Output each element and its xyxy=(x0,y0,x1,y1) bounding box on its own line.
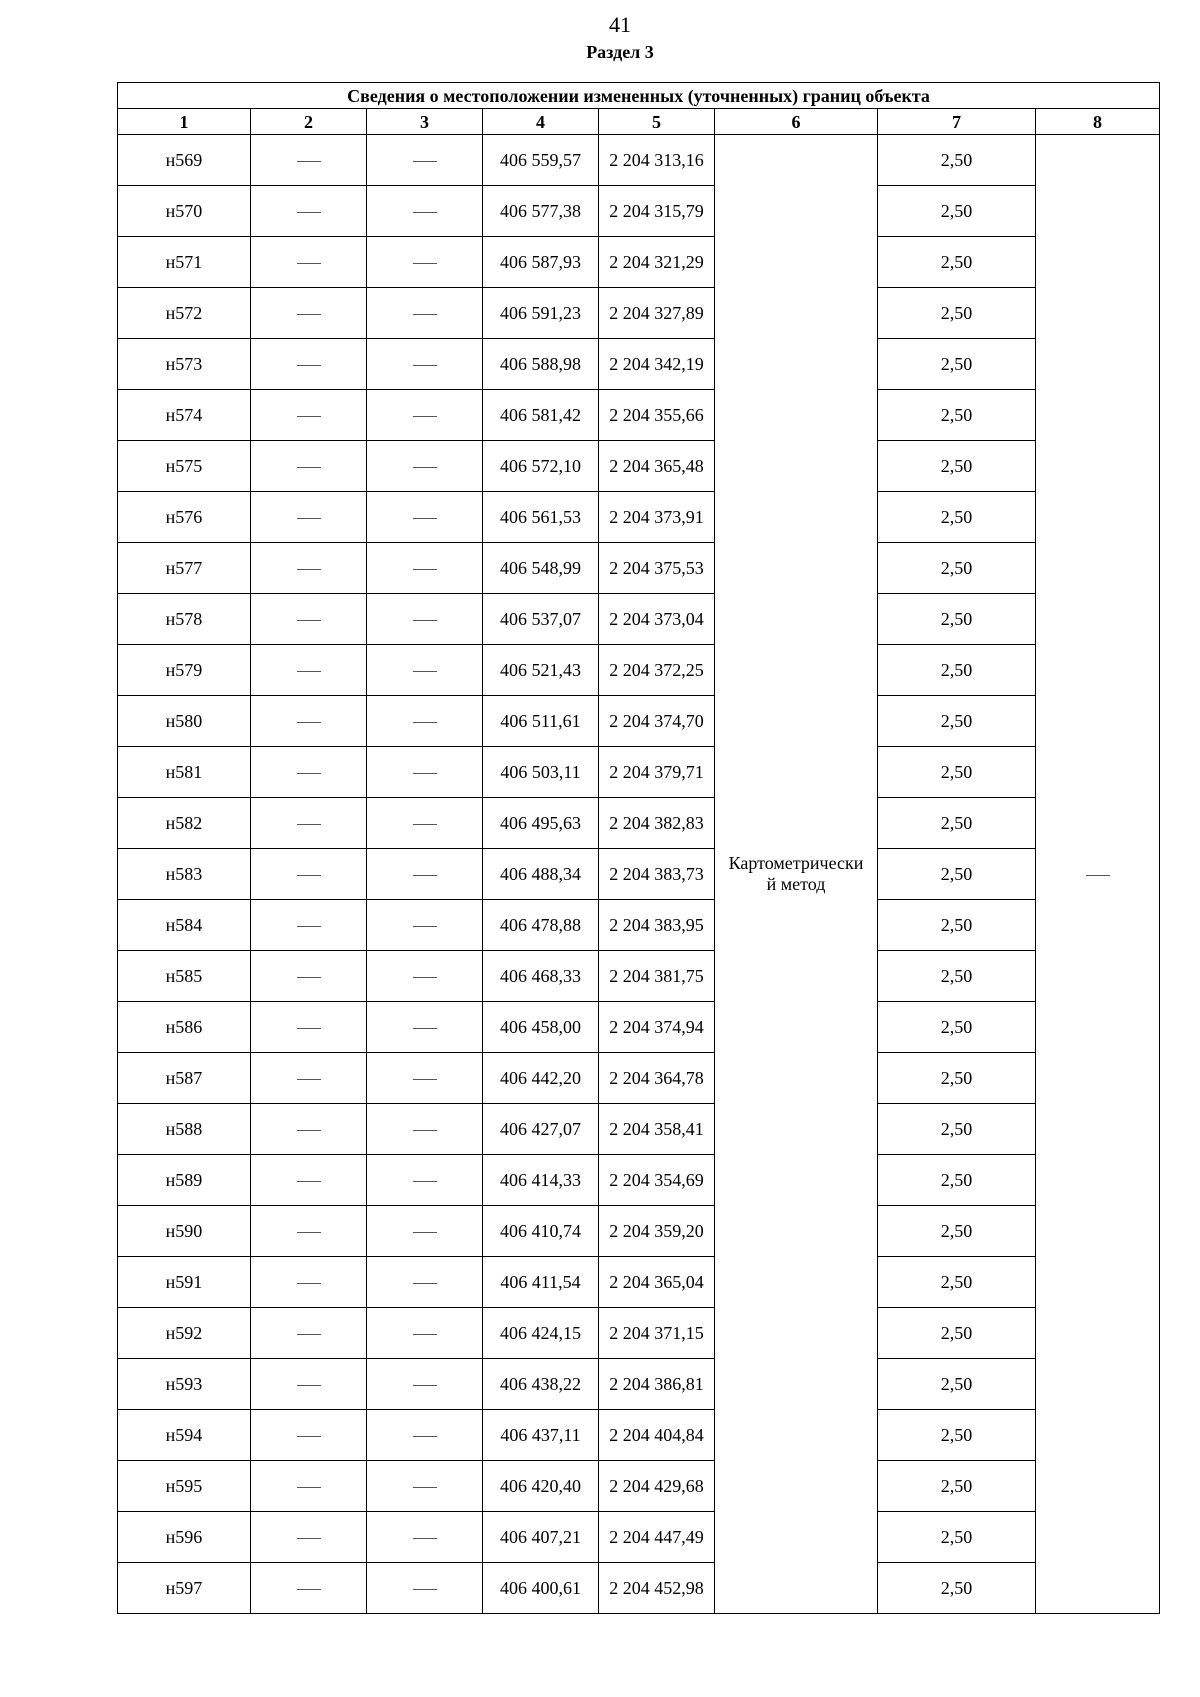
point-name: н578 xyxy=(118,594,251,645)
accuracy: 2,50 xyxy=(878,1359,1036,1410)
dash-mark xyxy=(297,1436,321,1437)
dash-mark xyxy=(297,773,321,774)
table-row xyxy=(118,543,1160,594)
dash-mark xyxy=(297,212,321,213)
dash-mark xyxy=(413,824,437,825)
dash-mark xyxy=(297,671,321,672)
dash-cell xyxy=(367,594,483,645)
coordinate-y: 2 204 372,25 xyxy=(599,645,715,696)
dash-mark xyxy=(413,212,437,213)
accuracy: 2,50 xyxy=(878,951,1036,1002)
dash-cell xyxy=(367,135,483,186)
coordinate-x: 406 495,63 xyxy=(483,798,599,849)
dash-cell xyxy=(367,1002,483,1053)
method-cell: Картометрически й метод xyxy=(715,135,878,1614)
coordinate-y: 2 204 404,84 xyxy=(599,1410,715,1461)
point-name: н587 xyxy=(118,1053,251,1104)
accuracy: 2,50 xyxy=(878,1206,1036,1257)
dash-mark xyxy=(297,1028,321,1029)
dash-mark xyxy=(297,1487,321,1488)
dash-cell xyxy=(367,1053,483,1104)
table-row xyxy=(118,288,1160,339)
table-row xyxy=(118,696,1160,747)
dash-mark xyxy=(413,263,437,264)
coordinate-y: 2 204 382,83 xyxy=(599,798,715,849)
point-name: н595 xyxy=(118,1461,251,1512)
dash-mark xyxy=(297,314,321,315)
dash-mark xyxy=(413,1538,437,1539)
dash-mark xyxy=(297,1130,321,1131)
coordinate-x: 406 537,07 xyxy=(483,594,599,645)
point-name: н575 xyxy=(118,441,251,492)
table-row xyxy=(118,237,1160,288)
point-name: н590 xyxy=(118,1206,251,1257)
coordinate-x: 406 577,38 xyxy=(483,186,599,237)
point-name: н573 xyxy=(118,339,251,390)
coordinate-x: 406 414,33 xyxy=(483,1155,599,1206)
point-name: н574 xyxy=(118,390,251,441)
table-row xyxy=(118,1257,1160,1308)
point-name: н583 xyxy=(118,849,251,900)
coordinate-y: 2 204 315,79 xyxy=(599,186,715,237)
table-row xyxy=(118,1359,1160,1410)
dash-mark xyxy=(413,722,437,723)
dash-mark xyxy=(413,977,437,978)
point-name: н579 xyxy=(118,645,251,696)
accuracy: 2,50 xyxy=(878,237,1036,288)
coordinate-x: 406 478,88 xyxy=(483,900,599,951)
column-numbers-row xyxy=(118,109,1160,135)
dash-cell xyxy=(367,543,483,594)
point-name: н569 xyxy=(118,135,251,186)
point-name: н576 xyxy=(118,492,251,543)
coordinate-x: 406 559,57 xyxy=(483,135,599,186)
point-name: н592 xyxy=(118,1308,251,1359)
dash-cell xyxy=(367,186,483,237)
accuracy: 2,50 xyxy=(878,288,1036,339)
coordinate-y: 2 204 452,98 xyxy=(599,1563,715,1614)
dash-mark xyxy=(297,722,321,723)
dash-mark xyxy=(297,824,321,825)
coordinate-x: 406 468,33 xyxy=(483,951,599,1002)
accuracy: 2,50 xyxy=(878,1308,1036,1359)
accuracy: 2,50 xyxy=(878,1155,1036,1206)
dash-mark xyxy=(413,1028,437,1029)
coordinate-y: 2 204 359,20 xyxy=(599,1206,715,1257)
accuracy: 2,50 xyxy=(878,1461,1036,1512)
dash-mark xyxy=(297,620,321,621)
dash-cell xyxy=(251,1155,367,1206)
dash-cell xyxy=(367,288,483,339)
dash-mark xyxy=(413,620,437,621)
table-row xyxy=(118,390,1160,441)
table-row xyxy=(118,1512,1160,1563)
dash-cell xyxy=(367,900,483,951)
column-number: 3 xyxy=(367,109,483,135)
coordinate-x: 406 503,11 xyxy=(483,747,599,798)
dash-mark xyxy=(413,314,437,315)
table-row xyxy=(118,1308,1160,1359)
coordinate-y: 2 204 355,66 xyxy=(599,390,715,441)
dash-cell xyxy=(251,696,367,747)
dash-mark xyxy=(297,569,321,570)
dash-cell xyxy=(251,951,367,1002)
column-number: 5 xyxy=(599,109,715,135)
coordinate-x: 406 400,61 xyxy=(483,1563,599,1614)
coordinate-y: 2 204 364,78 xyxy=(599,1053,715,1104)
accuracy: 2,50 xyxy=(878,186,1036,237)
coordinate-y: 2 204 383,95 xyxy=(599,900,715,951)
coordinate-y: 2 204 373,04 xyxy=(599,594,715,645)
table-row xyxy=(118,798,1160,849)
dash-cell xyxy=(251,237,367,288)
coordinate-y: 2 204 429,68 xyxy=(599,1461,715,1512)
coordinate-x: 406 581,42 xyxy=(483,390,599,441)
coordinate-y: 2 204 383,73 xyxy=(599,849,715,900)
point-name: н580 xyxy=(118,696,251,747)
dash-mark xyxy=(413,671,437,672)
coordinate-y: 2 204 358,41 xyxy=(599,1104,715,1155)
coordinate-y: 2 204 373,91 xyxy=(599,492,715,543)
table-row xyxy=(118,186,1160,237)
dash-mark xyxy=(297,416,321,417)
coordinate-x: 406 427,07 xyxy=(483,1104,599,1155)
coordinate-x: 406 411,54 xyxy=(483,1257,599,1308)
coordinate-x: 406 591,23 xyxy=(483,288,599,339)
table-caption-row xyxy=(118,83,1160,109)
table-body xyxy=(118,135,1160,1614)
accuracy: 2,50 xyxy=(878,645,1036,696)
point-name: н589 xyxy=(118,1155,251,1206)
column-number: 1 xyxy=(118,109,251,135)
coordinate-y: 2 204 447,49 xyxy=(599,1512,715,1563)
dash-cell xyxy=(251,645,367,696)
dash-mark xyxy=(413,1283,437,1284)
dash-cell xyxy=(367,1359,483,1410)
accuracy: 2,50 xyxy=(878,1512,1036,1563)
dash-mark xyxy=(1086,875,1110,876)
dash-cell xyxy=(251,798,367,849)
dash-mark xyxy=(413,518,437,519)
dash-mark xyxy=(297,1385,321,1386)
table-row xyxy=(118,441,1160,492)
point-name: н570 xyxy=(118,186,251,237)
dash-cell xyxy=(367,798,483,849)
dash-mark xyxy=(297,1079,321,1080)
coordinate-x: 406 511,61 xyxy=(483,696,599,747)
accuracy: 2,50 xyxy=(878,696,1036,747)
dash-mark xyxy=(297,875,321,876)
dash-cell xyxy=(251,1053,367,1104)
dash-cell xyxy=(251,1104,367,1155)
dash-cell xyxy=(251,594,367,645)
dash-cell xyxy=(367,1308,483,1359)
dash-mark xyxy=(297,926,321,927)
coordinate-x: 406 548,99 xyxy=(483,543,599,594)
coordinate-y: 2 204 374,70 xyxy=(599,696,715,747)
coordinate-x: 406 410,74 xyxy=(483,1206,599,1257)
dash-mark xyxy=(297,263,321,264)
point-name: н571 xyxy=(118,237,251,288)
accuracy: 2,50 xyxy=(878,492,1036,543)
dash-mark xyxy=(413,569,437,570)
dash-mark xyxy=(297,161,321,162)
table-row xyxy=(118,849,1160,900)
accuracy: 2,50 xyxy=(878,390,1036,441)
accuracy: 2,50 xyxy=(878,339,1036,390)
coordinate-x: 406 488,34 xyxy=(483,849,599,900)
dash-cell xyxy=(251,492,367,543)
coordinate-x: 406 458,00 xyxy=(483,1002,599,1053)
dash-cell xyxy=(367,1257,483,1308)
dash-cell xyxy=(251,390,367,441)
dash-mark xyxy=(413,1334,437,1335)
dash-cell xyxy=(367,390,483,441)
point-name: н594 xyxy=(118,1410,251,1461)
point-name: н596 xyxy=(118,1512,251,1563)
table-row xyxy=(118,747,1160,798)
coordinate-y: 2 204 342,19 xyxy=(599,339,715,390)
point-name: н577 xyxy=(118,543,251,594)
coordinate-x: 406 442,20 xyxy=(483,1053,599,1104)
table-row xyxy=(118,951,1160,1002)
table-row xyxy=(118,1002,1160,1053)
coordinate-y: 2 204 365,48 xyxy=(599,441,715,492)
dash-mark xyxy=(413,365,437,366)
coordinate-y: 2 204 321,29 xyxy=(599,237,715,288)
coordinate-x: 406 572,10 xyxy=(483,441,599,492)
table-row xyxy=(118,135,1160,186)
coordinate-x: 406 420,40 xyxy=(483,1461,599,1512)
dash-cell xyxy=(251,1308,367,1359)
coordinate-y: 2 204 381,75 xyxy=(599,951,715,1002)
dash-cell xyxy=(251,288,367,339)
accuracy: 2,50 xyxy=(878,135,1036,186)
accuracy: 2,50 xyxy=(878,1053,1036,1104)
coordinate-y: 2 204 371,15 xyxy=(599,1308,715,1359)
coordinate-x: 406 587,93 xyxy=(483,237,599,288)
table-row xyxy=(118,492,1160,543)
dash-cell xyxy=(251,1257,367,1308)
table-row xyxy=(118,1461,1160,1512)
coordinate-y: 2 204 354,69 xyxy=(599,1155,715,1206)
column-number: 4 xyxy=(483,109,599,135)
table-row xyxy=(118,1104,1160,1155)
dash-cell xyxy=(367,696,483,747)
dash-mark xyxy=(413,1232,437,1233)
coordinate-y: 2 204 386,81 xyxy=(599,1359,715,1410)
dash-cell xyxy=(251,186,367,237)
point-name: н572 xyxy=(118,288,251,339)
dash-cell xyxy=(367,1206,483,1257)
accuracy: 2,50 xyxy=(878,849,1036,900)
dash-mark xyxy=(297,1181,321,1182)
dash-mark xyxy=(297,1283,321,1284)
dash-cell xyxy=(251,1002,367,1053)
dash-mark xyxy=(413,416,437,417)
table-row xyxy=(118,1563,1160,1614)
coordinate-x: 406 437,11 xyxy=(483,1410,599,1461)
dash-cell xyxy=(367,1512,483,1563)
dash-cell xyxy=(367,237,483,288)
dash-cell xyxy=(251,1410,367,1461)
dash-cell xyxy=(251,339,367,390)
table-row xyxy=(118,594,1160,645)
column-number: 6 xyxy=(715,109,878,135)
dash-mark xyxy=(413,926,437,927)
section-title: Раздел 3 xyxy=(586,42,654,62)
dash-cell xyxy=(251,1359,367,1410)
dash-cell xyxy=(251,900,367,951)
dash-cell xyxy=(251,1206,367,1257)
dash-cell xyxy=(367,1410,483,1461)
table-row xyxy=(118,1410,1160,1461)
dash-cell xyxy=(367,492,483,543)
coordinate-y: 2 204 374,94 xyxy=(599,1002,715,1053)
dash-cell xyxy=(251,1461,367,1512)
dash-mark xyxy=(413,1487,437,1488)
point-name: н593 xyxy=(118,1359,251,1410)
point-name: н585 xyxy=(118,951,251,1002)
dash-mark xyxy=(297,365,321,366)
dash-mark xyxy=(413,1436,437,1437)
dash-cell xyxy=(367,1461,483,1512)
dash-cell xyxy=(367,441,483,492)
column-number: 8 xyxy=(1036,109,1160,135)
point-name: н582 xyxy=(118,798,251,849)
dash-mark xyxy=(297,1538,321,1539)
coordinate-y: 2 204 313,16 xyxy=(599,135,715,186)
dash-cell xyxy=(367,951,483,1002)
accuracy: 2,50 xyxy=(878,798,1036,849)
column-number: 7 xyxy=(878,109,1036,135)
point-name: н581 xyxy=(118,747,251,798)
dash-cell xyxy=(251,543,367,594)
coordinate-y: 2 204 379,71 xyxy=(599,747,715,798)
dash-cell xyxy=(251,1512,367,1563)
dash-cell xyxy=(367,1104,483,1155)
table-caption: Сведения о местоположении измененных (уточненных) границ объекта xyxy=(118,83,1160,109)
column-number: 2 xyxy=(251,109,367,135)
dash-mark xyxy=(297,977,321,978)
dash-cell xyxy=(251,441,367,492)
dash-cell xyxy=(367,849,483,900)
dash-mark xyxy=(413,1589,437,1590)
point-name: н591 xyxy=(118,1257,251,1308)
boundary-coordinates-table xyxy=(117,82,1160,1614)
dash-cell xyxy=(251,1563,367,1614)
dash-cell xyxy=(367,339,483,390)
dash-mark xyxy=(297,467,321,468)
accuracy: 2,50 xyxy=(878,1104,1036,1155)
dash-cell xyxy=(367,645,483,696)
coordinate-x: 406 438,22 xyxy=(483,1359,599,1410)
dash-cell xyxy=(367,747,483,798)
accuracy: 2,50 xyxy=(878,594,1036,645)
point-name: н597 xyxy=(118,1563,251,1614)
dash-cell xyxy=(251,849,367,900)
dash-mark xyxy=(413,467,437,468)
dash-cell xyxy=(251,747,367,798)
dash-mark xyxy=(413,773,437,774)
accuracy: 2,50 xyxy=(878,543,1036,594)
dash-mark xyxy=(413,1130,437,1131)
dash-mark xyxy=(297,1589,321,1590)
dash-mark xyxy=(413,1079,437,1080)
table-row xyxy=(118,1206,1160,1257)
dash-mark xyxy=(413,1385,437,1386)
coordinate-y: 2 204 375,53 xyxy=(599,543,715,594)
point-name: н586 xyxy=(118,1002,251,1053)
dash-mark xyxy=(413,875,437,876)
dash-mark xyxy=(297,1334,321,1335)
accuracy: 2,50 xyxy=(878,747,1036,798)
accuracy: 2,50 xyxy=(878,1257,1036,1308)
dash-mark xyxy=(413,161,437,162)
table-row xyxy=(118,645,1160,696)
dash-cell xyxy=(367,1155,483,1206)
accuracy: 2,50 xyxy=(878,441,1036,492)
point-name: н584 xyxy=(118,900,251,951)
dash-mark xyxy=(297,1232,321,1233)
coordinate-y: 2 204 327,89 xyxy=(599,288,715,339)
table-row xyxy=(118,1155,1160,1206)
accuracy: 2,50 xyxy=(878,1002,1036,1053)
dash-cell xyxy=(251,135,367,186)
point-name: н588 xyxy=(118,1104,251,1155)
coordinate-x: 406 424,15 xyxy=(483,1308,599,1359)
page-number: 41 xyxy=(609,12,631,37)
dash-cell xyxy=(367,1563,483,1614)
coordinate-x: 406 588,98 xyxy=(483,339,599,390)
column-8-cell xyxy=(1036,135,1160,1614)
accuracy: 2,50 xyxy=(878,1563,1036,1614)
table-row xyxy=(118,339,1160,390)
dash-mark xyxy=(297,518,321,519)
accuracy: 2,50 xyxy=(878,900,1036,951)
table-row xyxy=(118,1053,1160,1104)
coordinate-x: 406 561,53 xyxy=(483,492,599,543)
dash-mark xyxy=(413,1181,437,1182)
coordinate-y: 2 204 365,04 xyxy=(599,1257,715,1308)
coordinate-x: 406 407,21 xyxy=(483,1512,599,1563)
table-row xyxy=(118,900,1160,951)
coordinate-x: 406 521,43 xyxy=(483,645,599,696)
accuracy: 2,50 xyxy=(878,1410,1036,1461)
